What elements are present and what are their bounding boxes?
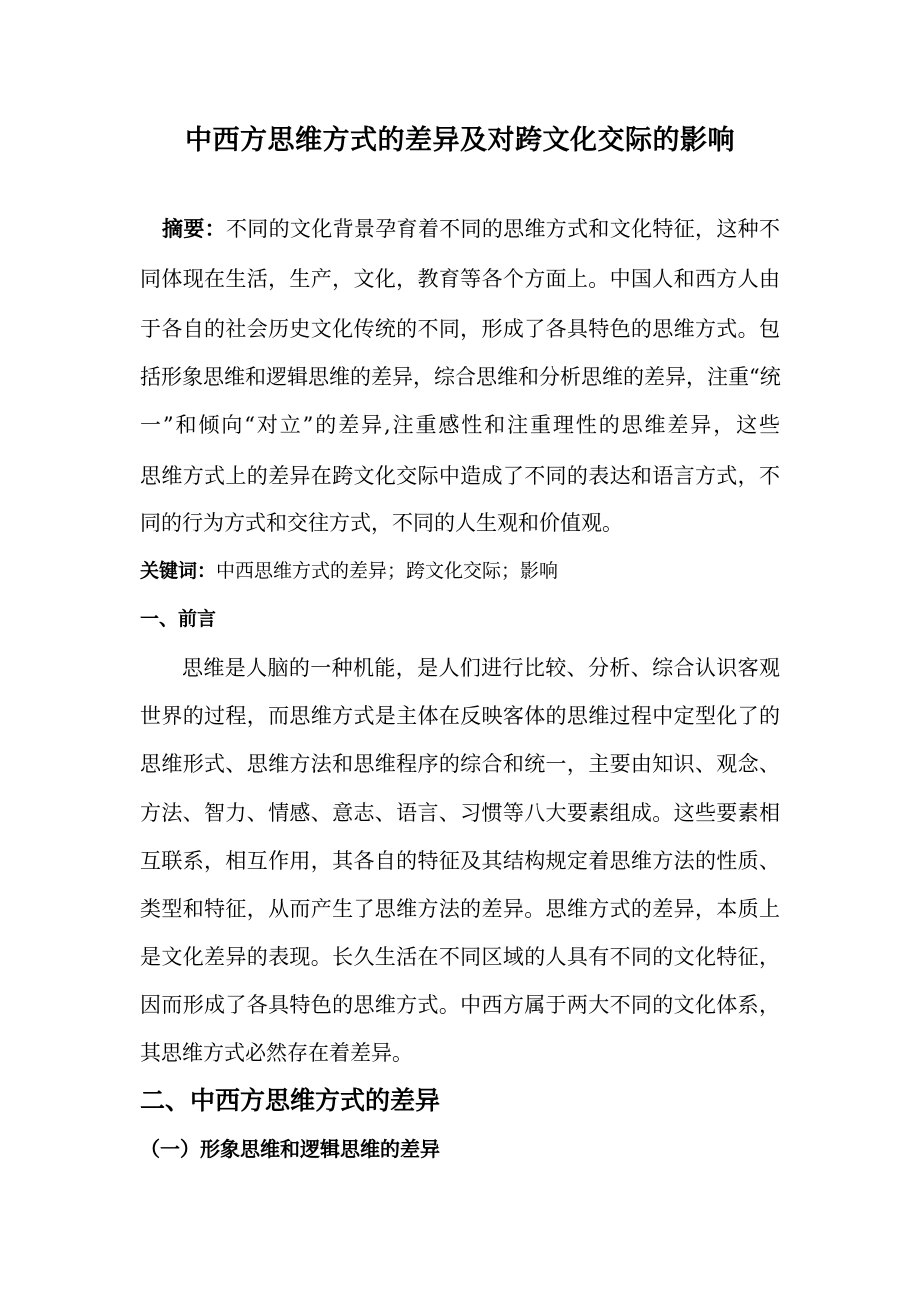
- document-title: 中西方思维方式的差异及对跨文化交际的影响: [185, 125, 735, 156]
- keywords-label: 关键词：: [140, 560, 217, 582]
- abstract-line-6: 思维方式上的差异在跨文化交际中造成了不同的表达和语言方式，不: [140, 464, 780, 488]
- abstract-line-3: 于各自的社会历史文化传统的不同，形成了各具特色的思维方式。包: [140, 317, 780, 341]
- section-1-line-2: 世界的过程，而思维方式是主体在反映客体的思维过程中定型化了的: [140, 704, 780, 728]
- abstract-line-4: 括形象思维和逻辑思维的差异，综合思维和分析思维的差异，注重“统: [140, 365, 781, 389]
- section-2-subheading: （一）形象思维和逻辑思维的差异: [140, 1137, 440, 1161]
- abstract-text-1: 不同的文化背景孕育着不同的思维方式和文化特征，这种不: [225, 217, 781, 241]
- section-1-heading: 一、前言: [140, 608, 217, 630]
- section-1-line-6: 类型和特征，从而产生了思维方法的差异。思维方式的差异，本质上: [140, 897, 780, 921]
- section-1-line-5: 互联系，相互作用，其各自的特征及其结构规定着思维方法的性质、: [140, 849, 780, 873]
- section-1-line-1: 思维是人脑的一种机能，是人们进行比较、分析、综合认识客观: [182, 656, 780, 680]
- abstract-line-2: 同体现在生活，生产，文化，教育等各个方面上。中国人和西方人由: [140, 267, 780, 291]
- abstract-line-5: 一”和倾向“对立”的差异,注重感性和注重理性的思维差异，这些: [140, 413, 780, 437]
- section-1-line-3: 思维形式、思维方法和思维程序的综合和统一，主要由知识、观念、: [140, 752, 780, 776]
- section-1-line-7: 是文化差异的表现。长久生活在不同区域的人具有不同的文化特征，: [140, 945, 780, 969]
- section-2-heading: 二、中西方思维方式的差异: [140, 1086, 441, 1115]
- abstract-line-1: [162, 214, 780, 244]
- keywords-line: [140, 556, 558, 586]
- section-1-line-4: 方法、智力、情感、意志、语言、习惯等八大要素组成。这些要素相: [140, 801, 780, 825]
- section-1-line-9: 其思维方式必然存在着差异。: [140, 1041, 413, 1065]
- abstract-label: 摘要：: [162, 216, 226, 241]
- section-1-line-8: 因而形成了各具特色的思维方式。中西方属于两大不同的文化体系，: [140, 993, 780, 1017]
- abstract-line-7: 同的行为方式和交往方式，不同的人生观和价值观。: [140, 511, 623, 535]
- keywords-text: 中西思维方式的差异；跨文化交际；影响: [216, 560, 559, 582]
